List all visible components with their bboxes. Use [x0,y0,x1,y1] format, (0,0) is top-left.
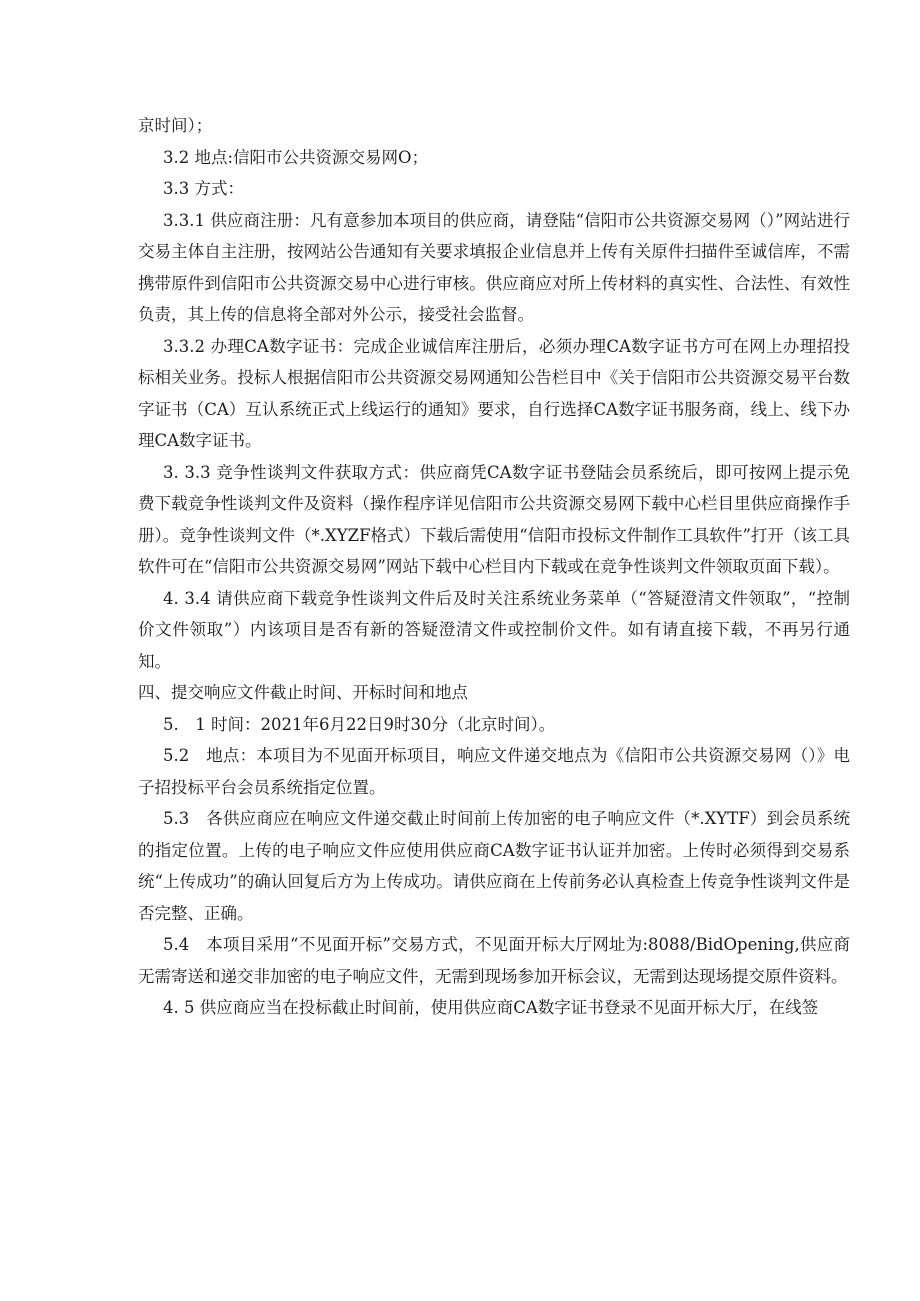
section-heading-submission: 四、提交响应文件截止时间、开标时间和地点 [138,683,468,702]
paragraph-5-3-upload: 5.3 各供应商应在响应文件递交截止时间前上传加密的电子响应文件（*.XYTF）到会员系统的指定位置。上传的电子响应文件应使用供应商CA数字证书认证并加密。上传时必须得到交易系统“上传成功”的确认回复后方为上传成功。请供应商在上传前务必认真检查上传竞争性谈判文件是否完整、正确。 [138,809,850,923]
paragraph-3-3-method: 3.3 方式： [163,179,244,198]
paragraph-5-4-remote-opening: 5.4 本项目采用“不见面开标”交易方式，不见面开标大厅网址为:8088/BidOpening,供应商无需寄送和递交非加密的电子响应文件，无需到现场参加开标会议，无需到达现场提交原件资料。 [138,935,850,986]
paragraph-3-4-notices: 4. 3.4 请供应商下载竞争性谈判文件后及时关注系统业务菜单（“答疑澄清文件领取”，“控制价文件领取”）内该项目是否有新的答疑澄清文件或控制价文件。如有请直接下载，不再另行通知。 [138,588,850,671]
paragraph-3-3-1-registration: 3.3.1 供应商注册：凡有意参加本项目的供应商，请登陆“信阳市公共资源交易网（）”网站进行交易主体自主注册，按网站公告通知有关要求填报企业信息并上传有关原件扫描件至诚信库，不需携带原件到信阳市公共资源交易中心进行审核。供应商应对所上传材料的真实性、合法性、有效性负责，其上传的信息将全部对外公示，接受社会监督。 [138,210,850,324]
paragraph-5-1-time: 5. 1 时间：2021年6月22日9时30分（北京时间）。 [163,714,556,734]
paragraph-4-5-login: 4. 5 供应商应当在投标截止时间前，使用供应商CA数字证书登录不见面开标大厅，在线签 [163,998,819,1017]
paragraph-3-3-2-ca-certificate: 3.3.2 办理CA数字证书：完成企业诚信库注册后，必须办理CA数字证书方可在网上办理招投标相关业务。投标人根据信阳市公共资源交易网通知公告栏目中《关于信阳市公共资源交易平台数字证书（CA）互认系统正式上线运行的通知》要求，自行选择CA数字证书服务商，线上、线下办理CA数字证书。 [138,336,850,450]
document-page [138,110,850,1024]
paragraph-3-2-location: 3.2 地点:信阳市公共资源交易网O； [163,147,429,167]
paragraph-5-2-location: 5.2 地点：本项目为不见面开标项目，响应文件递交地点为《信阳市公共资源交易网（）》电子招投标平台会员系统指定位置。 [138,746,850,797]
paragraph-continuation: 京时间）； [138,116,213,135]
paragraph-3-3-3-document-download: 3. 3.3 竞争性谈判文件获取方式：供应商凭CA数字证书登陆会员系统后，即可按网上提示免费下载竞争性谈判文件及资料（操作程序详见信阳市公共资源交易网下载中心栏目里供应商操作手册）。竞争性谈判文件（*.XYZF格式）下载后需使用“信阳市投标文件制作工具软件”打开（该工具软件可在“信阳市公共资源交易网”网站下载中心栏目内下载或在竞争性谈判文件领取页面下载）。 [138,462,850,576]
